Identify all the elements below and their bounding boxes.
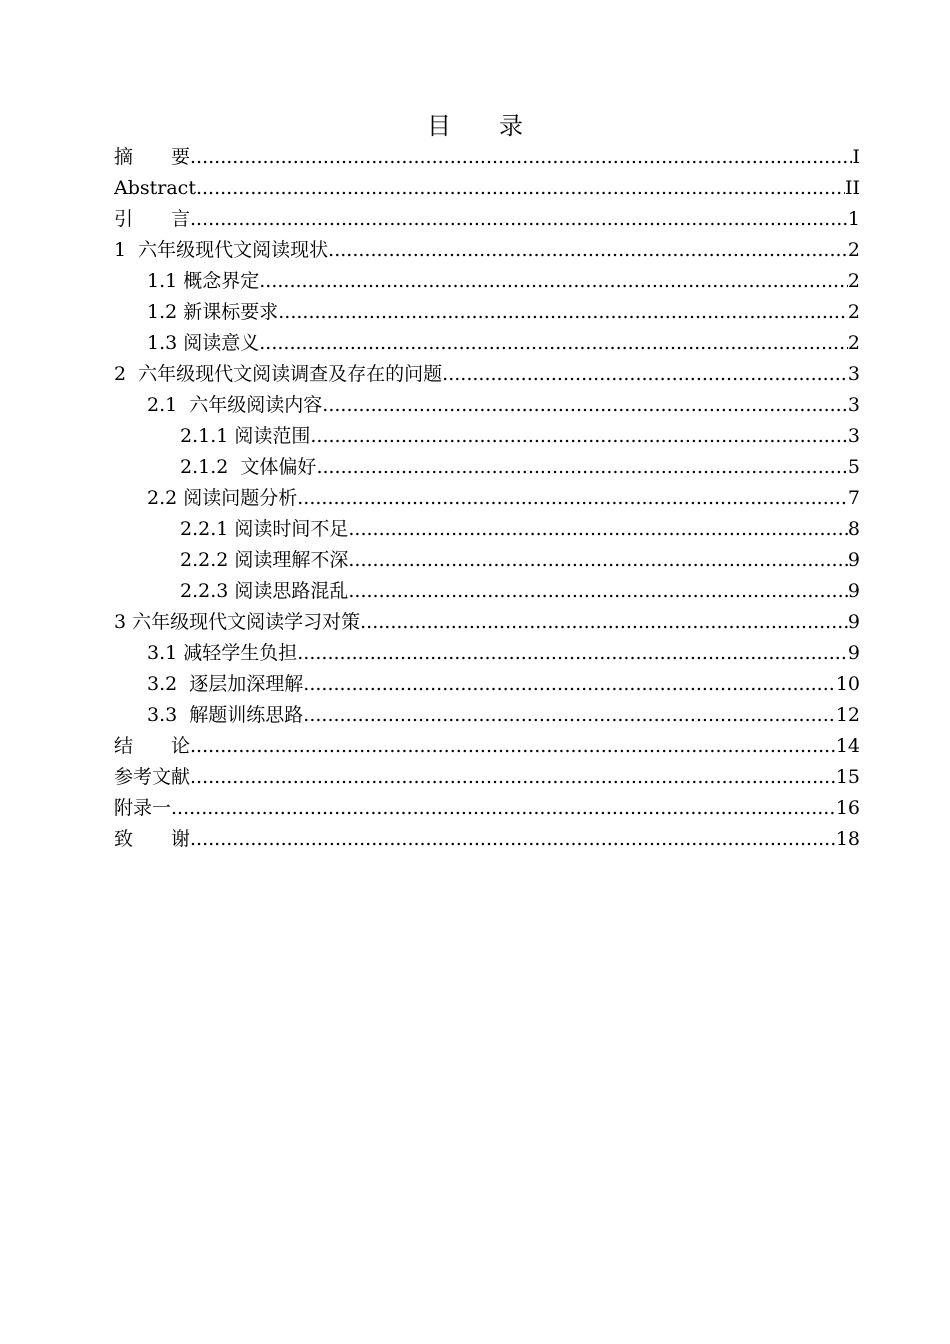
toc-dot-leader [190, 142, 852, 173]
toc-entry-page: 12 [835, 704, 860, 726]
toc-dot-leader [190, 204, 848, 235]
toc-entry-label: 附录一 [114, 797, 172, 819]
toc-entry[interactable] [114, 793, 860, 824]
toc-dot-leader [196, 173, 845, 204]
toc-entry-label: 2.1.2 文体偏好 [180, 456, 317, 478]
toc-entry-page: 3 [847, 363, 860, 385]
toc-entry[interactable] [114, 669, 860, 700]
toc-entry[interactable] [114, 545, 860, 576]
toc-dot-leader [297, 638, 848, 669]
toc-dot-leader [259, 266, 848, 297]
toc-entry[interactable] [114, 514, 860, 545]
toc-dot-leader [278, 297, 848, 328]
toc-dot-leader [297, 483, 848, 514]
toc-entry-label: 引 言 [114, 208, 191, 230]
toc-dot-leader [310, 421, 848, 452]
toc-entry-page: 2 [847, 332, 860, 354]
toc-entry-page: I [852, 146, 860, 168]
toc-entry[interactable] [114, 173, 860, 204]
toc-entry-label: 2.2.2 阅读理解不深 [180, 549, 349, 571]
toc-entry-label: 3.3 解题训练思路 [147, 704, 304, 726]
toc-dot-leader [259, 328, 848, 359]
toc-entry[interactable] [114, 204, 860, 235]
toc-entry-label: 3.2 逐层加深理解 [147, 673, 304, 695]
toc-entry[interactable] [114, 824, 860, 855]
toc-dot-leader [316, 452, 847, 483]
toc-entry-label: 2.2 阅读问题分析 [147, 487, 298, 509]
toc-entry-label: 2.1.1 阅读范围 [180, 425, 311, 447]
toc-entry[interactable] [114, 607, 860, 638]
toc-dot-leader [190, 824, 836, 855]
toc-entry[interactable] [114, 638, 860, 669]
toc-entry[interactable] [114, 421, 860, 452]
toc-entry-page: 2 [847, 270, 860, 292]
toc-entry-page: 10 [835, 673, 860, 695]
toc-dot-leader [348, 545, 848, 576]
toc-entry-page: II [844, 177, 860, 199]
toc-entry[interactable] [114, 142, 860, 173]
toc-entry-label: 3.1 减轻学生负担 [147, 642, 298, 664]
toc-entry-page: 7 [847, 487, 860, 509]
toc-entry-page: 18 [835, 828, 860, 850]
toc-entry-page: 1 [847, 208, 860, 230]
toc-dot-leader [171, 793, 836, 824]
toc-dot-leader [348, 514, 848, 545]
toc-entry[interactable] [114, 235, 860, 266]
toc-entry-label: 结 论 [114, 735, 191, 757]
toc-entry-page: 2 [847, 239, 860, 261]
toc-entry[interactable] [114, 452, 860, 483]
toc-entry-page: 9 [847, 611, 860, 633]
toc-dot-leader [328, 235, 848, 266]
toc-entry-page: 9 [847, 549, 860, 571]
toc-entry-page: 2 [847, 301, 860, 323]
toc-entry-label: 参考文献 [114, 766, 191, 788]
toc-entry-page: 5 [847, 456, 860, 478]
toc-entry-label: 2 六年级现代文阅读调查及存在的问题 [114, 363, 443, 385]
toc-dot-leader [442, 359, 848, 390]
toc-entry-label: Abstract [114, 177, 196, 199]
toc-entry[interactable] [114, 359, 860, 390]
toc-dot-leader [190, 762, 836, 793]
toc-dot-leader [360, 607, 848, 638]
toc-dot-leader [190, 731, 836, 762]
toc-entry-label: 3 六年级现代文阅读学习对策 [114, 611, 361, 633]
toc-entry-page: 9 [847, 642, 860, 664]
toc-entry[interactable] [114, 731, 860, 762]
toc-entry-page: 9 [847, 580, 860, 602]
toc-entry-page: 14 [835, 735, 860, 757]
page-title: 目 录 [427, 112, 523, 140]
toc-entry-page: 15 [835, 766, 860, 788]
toc-entry-page: 16 [835, 797, 860, 819]
toc-entry-label: 2.2.1 阅读时间不足 [180, 518, 349, 540]
toc-entry-page: 8 [847, 518, 860, 540]
toc-entry-label: 致 谢 [114, 828, 191, 850]
toc-entry-page: 3 [847, 425, 860, 447]
toc-entry[interactable] [114, 266, 860, 297]
toc-dot-leader [322, 390, 848, 421]
toc-entry[interactable] [114, 576, 860, 607]
toc-entry[interactable] [114, 297, 860, 328]
toc-entry-label: 1.2 新课标要求 [147, 301, 279, 323]
toc-entry-label: 2.2.3 阅读思路混乱 [180, 580, 349, 602]
toc-entry[interactable] [114, 700, 860, 731]
toc-entry-page: 3 [847, 394, 860, 416]
table-of-contents [114, 142, 860, 855]
toc-dot-leader [303, 669, 836, 700]
toc-entry-label: 摘 要 [114, 146, 191, 168]
toc-entry[interactable] [114, 762, 860, 793]
toc-entry-label: 1 六年级现代文阅读现状 [114, 239, 329, 261]
toc-entry[interactable] [114, 483, 860, 514]
toc-dot-leader [303, 700, 836, 731]
toc-entry[interactable] [114, 390, 860, 421]
toc-entry[interactable] [114, 328, 860, 359]
toc-entry-label: 1.3 阅读意义 [147, 332, 260, 354]
toc-entry-label: 1.1 概念界定 [147, 270, 260, 292]
toc-dot-leader [348, 576, 848, 607]
toc-entry-label: 2.1 六年级阅读内容 [147, 394, 323, 416]
